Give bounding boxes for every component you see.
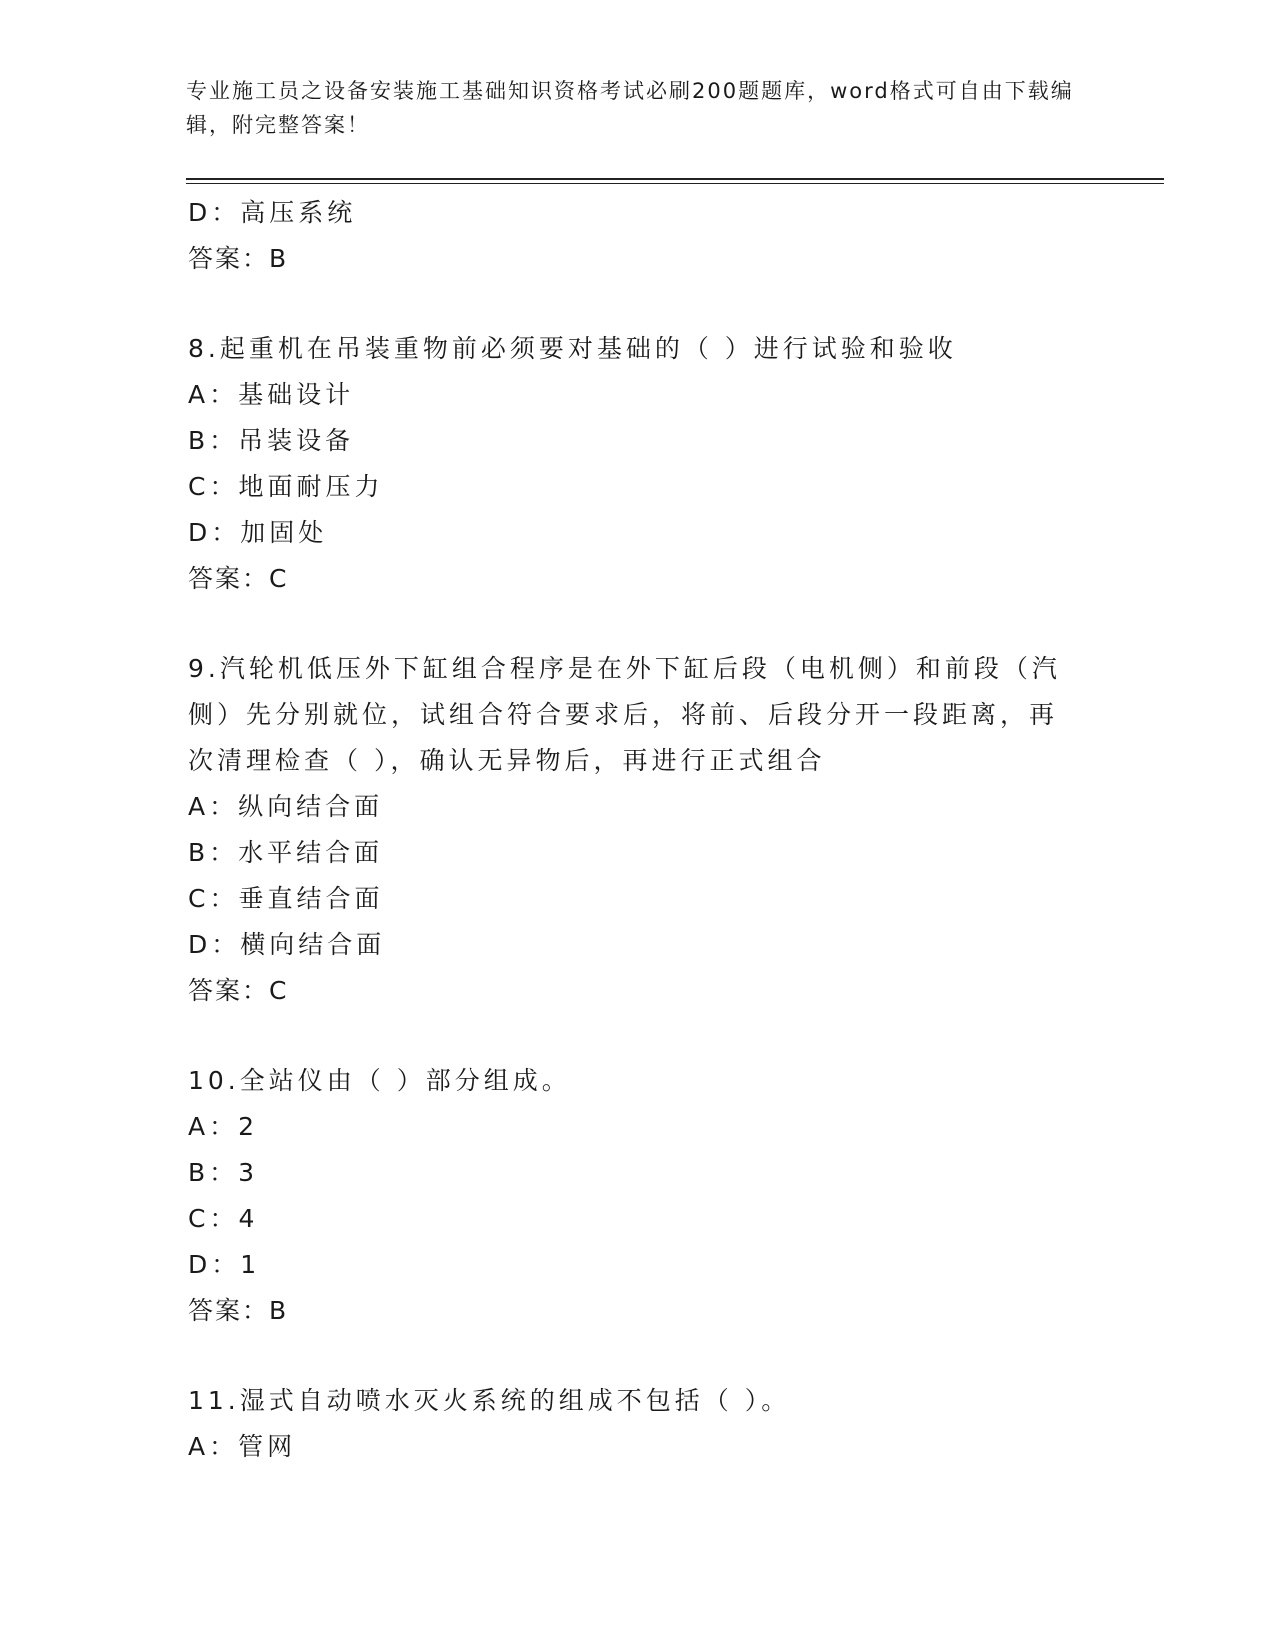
option-c: C：垂直结合面	[188, 884, 384, 913]
answer-line: 答案：C	[188, 976, 289, 1005]
option-b: B：3	[188, 1158, 259, 1187]
spacer	[188, 602, 1088, 646]
header-rule-thick	[186, 178, 1164, 180]
option-d: D：高压系统	[188, 198, 357, 227]
answer-line: 答案：B	[188, 244, 289, 273]
question-stem: 9.汽轮机低压外下缸组合程序是在外下缸后段（电机侧）和前段（汽侧）先分别就位，试组合符合要求后，将前、后段分开一段距离，再次清理检查（ ），确认无异物后，再进行正式组合	[188, 654, 1061, 775]
option-a: A：基础设计	[188, 380, 355, 409]
question-9	[188, 646, 1088, 1014]
answer-line: 答案：C	[188, 564, 289, 593]
option-c: C：4	[188, 1204, 259, 1233]
spacer	[188, 1334, 1088, 1378]
question-11	[188, 1378, 1088, 1470]
option-a: A：管网	[188, 1432, 297, 1461]
question-list	[188, 190, 1088, 1470]
option-d: D：1	[188, 1250, 261, 1279]
question-stem: 10.全站仪由（ ）部分组成。	[188, 1066, 571, 1095]
spacer	[188, 1014, 1088, 1058]
option-b: B：吊装设备	[188, 426, 355, 455]
option-d: D：横向结合面	[188, 930, 386, 959]
option-d: D：加固处	[188, 518, 328, 547]
question-stem: 11.湿式自动喷水灭火系统的组成不包括（ ）。	[188, 1386, 791, 1415]
answer-line: 答案：B	[188, 1296, 289, 1325]
option-a: A：纵向结合面	[188, 792, 384, 821]
question-stem: 8.起重机在吊装重物前必须要对基础的（ ）进行试验和验收	[188, 334, 957, 363]
question-10	[188, 1058, 1088, 1334]
header-rule-thin	[186, 183, 1164, 184]
option-c: C：地面耐压力	[188, 472, 384, 501]
document-header: 专业施工员之设备安装施工基础知识资格考试必刷200题题库，word格式可自由下载编辑，附完整答案！	[186, 79, 1074, 137]
spacer	[188, 282, 1088, 326]
question-8	[188, 326, 1088, 602]
option-b: B：水平结合面	[188, 838, 384, 867]
option-a: A：2	[188, 1112, 259, 1141]
